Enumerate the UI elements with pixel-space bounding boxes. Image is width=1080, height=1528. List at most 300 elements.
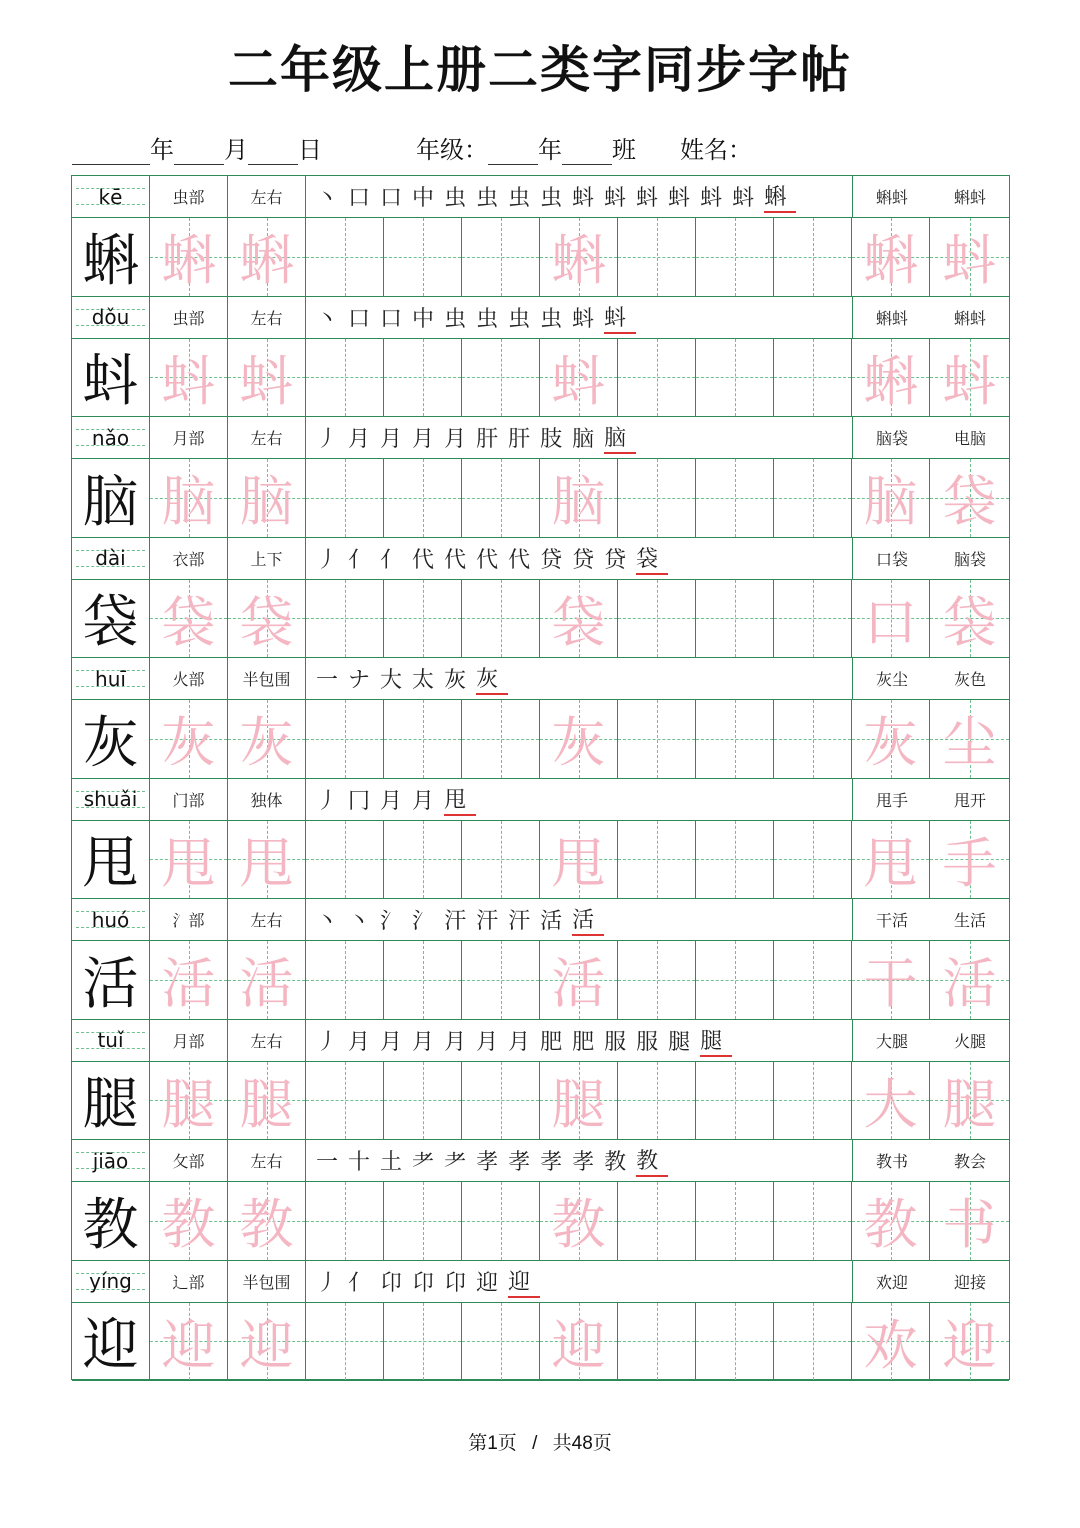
stroke-step: 丿: [316, 427, 349, 452]
practice-box[interactable]: [462, 459, 540, 537]
stroke-step: 蚪: [572, 306, 605, 332]
char-box: [930, 941, 1009, 1019]
trace-word-char: 尘: [942, 711, 997, 775]
trace-char: 甩: [239, 831, 294, 895]
entry-info-row: [72, 899, 1009, 941]
word-2: 迎接: [953, 1272, 986, 1292]
entry-info-row: [72, 417, 1009, 459]
pinyin: nǎo: [91, 425, 130, 450]
entry-info-row: [72, 779, 1009, 821]
char-box: [72, 1303, 150, 1381]
practice-box[interactable]: [774, 821, 852, 899]
stroke-step: 灰: [444, 668, 477, 693]
pinyin-cell: [72, 1020, 150, 1061]
trace-char: 蝌: [551, 229, 606, 293]
trace-word-char: 书: [942, 1193, 997, 1257]
word-2: 蝌蚪: [953, 188, 986, 207]
stroke-step: 腿: [668, 1029, 701, 1055]
entry-info-row: [72, 1261, 1009, 1303]
practice-box[interactable]: [306, 1182, 384, 1260]
char-box: [72, 1182, 150, 1260]
stroke-step: 孝: [572, 1150, 605, 1175]
trace-word-char: 腿: [942, 1072, 997, 1136]
stroke-step: 亻: [380, 547, 413, 573]
pinyin-cell: [72, 779, 150, 820]
trace-word-char: 口: [863, 590, 918, 654]
practice-box[interactable]: [774, 941, 852, 1019]
structure: 左右: [228, 417, 306, 458]
word-1: 甩手: [875, 790, 908, 810]
char-box: [228, 218, 306, 296]
char-box: [540, 218, 618, 296]
practice-box[interactable]: [306, 821, 384, 899]
stroke-step: 卬: [412, 1270, 445, 1296]
stroke-step: 教: [604, 1150, 637, 1175]
trace-word-char: 蝌: [863, 349, 918, 413]
word-1: 欢迎: [875, 1272, 908, 1292]
trace-word-char: 活: [942, 952, 997, 1016]
structure: 半包围: [228, 1261, 306, 1302]
pinyin-cell: [72, 899, 150, 940]
practice-box[interactable]: [462, 1062, 540, 1140]
stroke-step: 丶: [316, 909, 349, 934]
practice-box[interactable]: [774, 218, 852, 296]
stroke-step: 一: [316, 668, 349, 693]
trace-char: 迎: [239, 1313, 294, 1377]
entry-practice-row: [72, 459, 1009, 538]
model-char: 灰: [82, 710, 139, 776]
practice-box[interactable]: [384, 339, 462, 417]
trace-word-char: 教: [863, 1193, 918, 1257]
stroke-order: [306, 658, 853, 699]
char-box: [228, 700, 306, 778]
practice-box[interactable]: [462, 218, 540, 296]
word-2: 生活: [953, 911, 986, 930]
stroke-step: 月: [444, 427, 477, 452]
stroke-step: 孝: [508, 1150, 541, 1175]
char-box: [540, 941, 618, 1019]
stroke-step: 月: [476, 1029, 509, 1055]
trace-char: 活: [239, 952, 294, 1016]
char-box: [228, 1062, 306, 1140]
char-box: [72, 1062, 150, 1140]
stroke-step: 土: [380, 1150, 413, 1175]
trace-char: 灰: [551, 711, 606, 775]
char-box: [150, 821, 228, 899]
entry-info-row: [72, 1020, 1009, 1062]
practice-box[interactable]: [462, 700, 540, 778]
char-box: [150, 941, 228, 1019]
stroke-step: 蚪: [604, 186, 637, 211]
entry-practice-row: [72, 580, 1009, 659]
stroke-step: 甩: [444, 783, 476, 816]
char-box: [150, 580, 228, 658]
trace-char: 活: [551, 952, 606, 1016]
trace-char: 腿: [161, 1072, 216, 1136]
practice-box[interactable]: [774, 1062, 852, 1140]
pinyin-cell: [72, 297, 150, 338]
char-box: [72, 941, 150, 1019]
stroke-step: 汗: [476, 909, 509, 934]
char-box: [72, 580, 150, 658]
trace-char: 袋: [551, 590, 606, 654]
stroke-step: 耂: [412, 1150, 445, 1175]
pinyin-cell: [72, 176, 150, 217]
char-box: [150, 1303, 228, 1381]
char-box: [930, 218, 1009, 296]
practice-box[interactable]: [774, 700, 852, 778]
stroke-step: ナ: [348, 668, 381, 693]
char-box: [150, 339, 228, 417]
structure: 上下: [228, 538, 306, 579]
char-box: [852, 1303, 930, 1381]
practice-box[interactable]: [774, 339, 852, 417]
practice-box[interactable]: [384, 941, 462, 1019]
practice-box[interactable]: [774, 1303, 852, 1381]
stroke-order: [306, 779, 853, 820]
practice-box[interactable]: [774, 459, 852, 537]
grade-field[interactable]: 年级： 年 班: [416, 136, 636, 164]
stroke-step: 亻: [348, 1270, 381, 1296]
radical: 月部: [150, 417, 228, 458]
char-box: [852, 339, 930, 417]
char-box: [72, 459, 150, 537]
page-footer: 第1页 / 共48页: [468, 1433, 612, 1454]
stroke-step: 氵: [412, 909, 445, 934]
char-box: [72, 821, 150, 899]
page-total: 共48页: [552, 1433, 612, 1454]
char-box: [540, 339, 618, 417]
stroke-step: 腿: [700, 1024, 732, 1057]
stroke-step: 卬: [444, 1270, 477, 1296]
trace-char: 教: [239, 1193, 294, 1257]
char-box: [540, 1062, 618, 1140]
practice-box[interactable]: [618, 339, 696, 417]
practice-box[interactable]: [696, 1062, 774, 1140]
entry-practice-row: [72, 1182, 1009, 1261]
practice-box[interactable]: [696, 1182, 774, 1260]
stroke-step: 口: [380, 306, 413, 332]
practice-box[interactable]: [462, 580, 540, 658]
word-2: 甩开: [953, 790, 986, 810]
trace-word-char: 甩: [863, 831, 918, 895]
stroke-step: 月: [412, 427, 445, 452]
stroke-step: 代: [508, 547, 541, 573]
stroke-step: 丿: [316, 547, 349, 573]
practice-box[interactable]: [462, 1303, 540, 1381]
practice-box[interactable]: [696, 821, 774, 899]
stroke-order: [306, 1140, 853, 1181]
page-number: 第1页: [468, 1433, 517, 1454]
trace-word-char: 欢: [863, 1313, 918, 1377]
radical: 月部: [150, 1020, 228, 1061]
radical: 辶部: [150, 1261, 228, 1302]
pinyin: shuǎi: [83, 787, 138, 811]
char-box: [852, 459, 930, 537]
char-box: [852, 700, 930, 778]
trace-word-char: 干: [863, 952, 918, 1016]
trace-char: 甩: [161, 831, 216, 895]
stroke-step: 服: [604, 1029, 637, 1055]
stroke-step: 代: [476, 547, 509, 573]
char-box: [150, 1182, 228, 1260]
pinyin: tuǐ: [97, 1028, 124, 1052]
trace-word-char: 手: [942, 831, 997, 895]
stroke-step: 大: [380, 668, 413, 693]
stroke-step: 虫: [508, 186, 541, 211]
practice-box[interactable]: [618, 1182, 696, 1260]
stroke-step: 月: [380, 427, 413, 452]
entry-practice-row: [72, 218, 1009, 297]
stroke-step: 口: [348, 186, 381, 211]
stroke-order: [306, 297, 853, 338]
date-field[interactable]: 年 月 日: [72, 130, 322, 165]
stroke-step: 贷: [604, 547, 637, 573]
stroke-step: 孝: [540, 1150, 573, 1175]
trace-char: 教: [161, 1193, 216, 1257]
practice-box[interactable]: [306, 218, 384, 296]
practice-box[interactable]: [618, 700, 696, 778]
stroke-order: [306, 176, 853, 217]
char-box: [540, 459, 618, 537]
trace-char: 活: [161, 952, 216, 1016]
word-1: 蝌蚪: [875, 308, 908, 328]
word-1: 教书: [875, 1152, 908, 1171]
practice-box[interactable]: [384, 700, 462, 778]
char-box: [852, 821, 930, 899]
stroke-order: [306, 538, 853, 579]
practice-box[interactable]: [462, 339, 540, 417]
stroke-step: 耂: [444, 1150, 477, 1175]
practice-box[interactable]: [696, 941, 774, 1019]
practice-box[interactable]: [618, 941, 696, 1019]
radical: 攵部: [150, 1140, 228, 1181]
practice-box[interactable]: [384, 580, 462, 658]
practice-grid: [71, 175, 1010, 1380]
char-box: [852, 580, 930, 658]
trace-char: 蝌: [161, 229, 216, 293]
stroke-step: 丿: [316, 1270, 349, 1296]
model-char: 腿: [82, 1072, 139, 1138]
practice-box[interactable]: [306, 700, 384, 778]
stroke-order: [306, 1020, 853, 1061]
radical: 门部: [150, 779, 228, 820]
trace-char: 迎: [161, 1313, 216, 1377]
word-2: 电脑: [953, 429, 986, 448]
word-1: 口袋: [875, 549, 908, 569]
practice-box[interactable]: [306, 1303, 384, 1381]
stroke-step: 蚪: [700, 186, 733, 211]
stroke-step: 中: [412, 306, 445, 332]
trace-char: 灰: [239, 711, 294, 775]
stroke-step: 汗: [508, 909, 541, 934]
practice-box[interactable]: [696, 459, 774, 537]
stroke-step: 月: [412, 1029, 445, 1055]
stroke-step: 虫: [444, 306, 477, 332]
stroke-step: 月: [412, 788, 445, 814]
model-char: 蝌: [82, 228, 139, 294]
stroke-step: 蝌: [764, 180, 796, 213]
stroke-step: 月: [348, 427, 381, 452]
entry-info-row: [72, 176, 1009, 218]
stroke-step: 月: [508, 1029, 541, 1055]
char-box: [228, 580, 306, 658]
trace-char: 蝌: [239, 229, 294, 293]
entry-info-row: [72, 297, 1009, 339]
entry-info-row: [72, 538, 1009, 580]
trace-char: 迎: [551, 1313, 606, 1377]
stroke-step: 蚪: [572, 186, 605, 211]
char-box: [228, 941, 306, 1019]
stroke-step: 月: [380, 788, 413, 814]
radical: 虫部: [150, 297, 228, 338]
stroke-step: 丿: [316, 788, 349, 814]
name-field[interactable]: 姓名：: [680, 136, 752, 164]
char-box: [852, 1062, 930, 1140]
practice-box[interactable]: [618, 580, 696, 658]
char-box: [852, 941, 930, 1019]
practice-box[interactable]: [462, 1182, 540, 1260]
practice-box[interactable]: [384, 1062, 462, 1140]
practice-box[interactable]: [696, 580, 774, 658]
trace-word-char: 灰: [863, 711, 918, 775]
trace-word-char: 大: [863, 1072, 918, 1136]
char-box: [930, 1062, 1009, 1140]
trace-char: 蚪: [161, 349, 216, 413]
practice-box[interactable]: [306, 580, 384, 658]
practice-box[interactable]: [618, 459, 696, 537]
pinyin: huī: [95, 666, 126, 691]
practice-box[interactable]: [696, 1303, 774, 1381]
practice-box[interactable]: [384, 1182, 462, 1260]
stroke-step: 丶: [316, 186, 349, 211]
pinyin: dǒu: [91, 305, 130, 329]
stroke-step: 教: [636, 1144, 668, 1177]
stroke-step: 活: [572, 903, 604, 936]
char-box: [930, 1182, 1009, 1260]
pinyin: kē: [98, 184, 123, 209]
stroke-step: 肥: [572, 1029, 605, 1055]
practice-box[interactable]: [618, 218, 696, 296]
stroke-step: 肢: [540, 427, 573, 452]
practice-box[interactable]: [306, 941, 384, 1019]
word-2: 灰色: [953, 670, 986, 689]
practice-box[interactable]: [306, 339, 384, 417]
char-box: [540, 580, 618, 658]
char-box: [930, 459, 1009, 537]
trace-char: 甩: [551, 831, 606, 895]
student-info-line: [72, 130, 1012, 170]
trace-char: 教: [551, 1193, 606, 1257]
practice-box[interactable]: [618, 1303, 696, 1381]
stroke-step: 服: [636, 1029, 669, 1055]
entry-practice-row: [72, 339, 1009, 418]
stroke-step: 袋: [636, 542, 668, 575]
trace-word-char: 迎: [942, 1313, 997, 1377]
entry-practice-row: [72, 941, 1009, 1020]
word-1: 灰尘: [875, 670, 908, 689]
char-box: [72, 700, 150, 778]
pinyin-cell: [72, 1140, 150, 1181]
stroke-step: 蚪: [604, 301, 636, 334]
practice-box[interactable]: [306, 1062, 384, 1140]
radical: 氵部: [150, 899, 228, 940]
stroke-step: 丿: [316, 1029, 349, 1055]
stroke-step: 蚪: [636, 186, 669, 211]
word-2: 脑袋: [953, 549, 986, 569]
practice-box[interactable]: [696, 218, 774, 296]
stroke-step: 汗: [444, 909, 477, 934]
stroke-step: 代: [412, 547, 445, 573]
structure: 左右: [228, 899, 306, 940]
practice-box[interactable]: [618, 1062, 696, 1140]
structure: 左右: [228, 176, 306, 217]
page-title: 二年级上册二类字同步字帖: [228, 41, 852, 99]
practice-box[interactable]: [384, 459, 462, 537]
practice-box[interactable]: [696, 700, 774, 778]
entry-practice-row: [72, 1062, 1009, 1141]
trace-word-char: 蚪: [942, 229, 997, 293]
word-1: 蝌蚪: [875, 188, 908, 207]
word-1: 脑袋: [875, 429, 908, 448]
stroke-step: 迎: [508, 1265, 540, 1298]
trace-word-char: 脑: [863, 470, 918, 534]
stroke-step: 蚪: [668, 186, 701, 211]
trace-char: 脑: [239, 470, 294, 534]
pinyin: yíng: [89, 1269, 132, 1293]
char-box: [930, 580, 1009, 658]
stroke-step: 月: [348, 1029, 381, 1055]
practice-box[interactable]: [384, 1303, 462, 1381]
practice-box[interactable]: [618, 821, 696, 899]
trace-char: 脑: [551, 470, 606, 534]
practice-box[interactable]: [384, 821, 462, 899]
practice-box[interactable]: [696, 339, 774, 417]
char-box: [228, 821, 306, 899]
char-box: [540, 821, 618, 899]
practice-box[interactable]: [462, 821, 540, 899]
model-char: 迎: [82, 1313, 139, 1379]
trace-char: 灰: [161, 711, 216, 775]
word-2: 火腿: [953, 1031, 986, 1051]
char-box: [72, 339, 150, 417]
trace-char: 袋: [161, 590, 216, 654]
char-box: [228, 1303, 306, 1381]
stroke-step: 灰: [476, 662, 508, 695]
structure: 左右: [228, 1140, 306, 1181]
stroke-step: 肝: [476, 427, 509, 452]
model-char: 蚪: [82, 349, 139, 415]
stroke-order: [306, 899, 853, 940]
entry-practice-row: [72, 1303, 1009, 1382]
radical: 衣部: [150, 538, 228, 579]
trace-word-char: 袋: [942, 590, 997, 654]
char-box: [930, 700, 1009, 778]
trace-char: 蚪: [239, 349, 294, 413]
practice-box[interactable]: [774, 580, 852, 658]
char-box: [72, 218, 150, 296]
trace-char: 腿: [239, 1072, 294, 1136]
char-box: [852, 218, 930, 296]
practice-box[interactable]: [774, 1182, 852, 1260]
practice-box[interactable]: [384, 218, 462, 296]
entry-info-row: [72, 658, 1009, 700]
stroke-step: 蚪: [732, 186, 765, 211]
practice-box[interactable]: [306, 459, 384, 537]
practice-box[interactable]: [462, 941, 540, 1019]
char-box: [150, 459, 228, 537]
stroke-step: 虫: [476, 306, 509, 332]
